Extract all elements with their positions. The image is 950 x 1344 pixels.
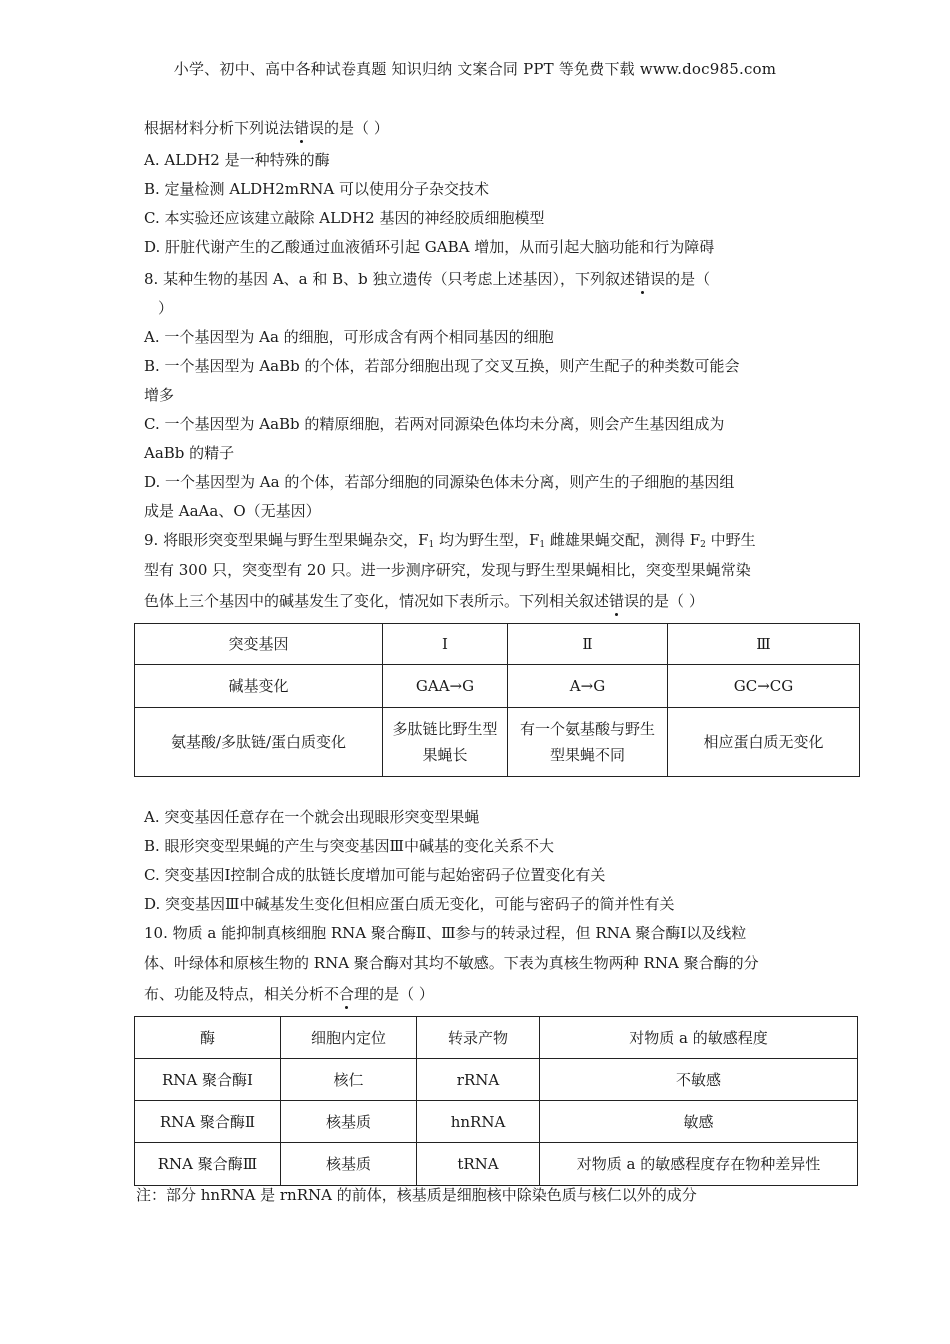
emphasis-char: 误 [624,592,640,610]
table-cell: 核基质 [281,1143,417,1186]
q7-option-d: D. 肝脏代谢产生的乙酸通过血液循环引起 GABA 增加，从而引起大脑功能和行为障碍 [144,238,715,256]
table-cell: RNA 聚合酶Ⅱ [135,1101,281,1143]
q7-stem [144,119,389,137]
q9-option-d: D. 突变基因Ⅲ中碱基发生变化但相应蛋白质无变化，可能与密码子的简并性有关 [144,895,675,913]
table-cell: 细胞内定位 [281,1017,417,1059]
q10-stem-line1: 10. 物质 a 能抑制真核细胞 RNA 聚合酶Ⅱ、Ⅲ参与的转录过程，但 RNA 聚合酶Ⅰ以及线粒 [144,924,747,942]
q9-emphasis [609,592,639,610]
q9-text-1: 9. 将眼形突变型果蝇与野生型果蝇杂交，F [144,531,429,549]
table-cell: 酶 [135,1017,281,1059]
q9-option-c: C. 突变基因Ⅰ控制合成的肽链长度增加可能与起始密码子位置变化有关 [144,866,606,884]
q8-option-b-cont: 增多 [144,386,175,404]
q8-stem-text: 8. 某种生物的基因 A、a 和 B、b 独立遗传（只考虑上述基因），下列叙述 [144,270,636,288]
table-row [135,1101,858,1143]
q8-stem [144,270,710,288]
table-cell: Ⅱ [508,624,668,665]
emphasis-char: 不 [324,985,340,1003]
q9-text-4: 中野生 [705,531,756,549]
subscript: 1 [539,540,546,550]
table-row [135,708,860,777]
q9-stem-line1 [144,531,756,549]
q8-option-d-cont: 成是 AaAa、O（无基因） [144,502,321,520]
q8-stem-close: ） [158,299,174,317]
q10-stem-text: 布、功能及特点，相关分析 [144,985,325,1003]
table-cell: rRNA [417,1059,540,1101]
table-cell: 不敏感 [540,1059,858,1101]
table-cell: 多肽链比野生型果蝇长 [383,708,508,777]
emphasis-char: 错 [609,592,625,610]
q8-emphasis [635,270,665,288]
table-cell: RNA 聚合酶Ⅲ [135,1143,281,1186]
q10-table [134,1016,858,1186]
q7-stem-text: 根据材料分析下列说法 [144,119,295,137]
q9-option-b: B. 眼形突变型果蝇的产生与突变基因Ⅲ中碱基的变化关系不大 [144,837,555,855]
q7-option-c: C. 本实验还应该建立敲除 ALDH2 基因的神经胶质细胞模型 [144,209,545,227]
table-row [135,624,860,665]
q9-stem-tail: 的是（ ） [639,592,704,610]
q8-option-c-cont: AaBb 的精子 [144,444,235,462]
table-cell: A→G [508,665,668,708]
table-cell: 碱基变化 [135,665,383,708]
table-cell: 对物质 a 的敏感程度存在物种差异性 [540,1143,858,1186]
table-cell: 对物质 a 的敏感程度 [540,1017,858,1059]
q8-option-a: A. 一个基因型为 Aa 的细胞，可形成含有两个相同基因的细胞 [144,328,554,346]
table-cell: 相应蛋白质无变化 [668,708,860,777]
table-cell: GAA→G [383,665,508,708]
table-cell: Ⅰ [383,624,508,665]
emphasis-char: 理 [354,985,370,1003]
table-cell: 敏感 [540,1101,858,1143]
emphasis-char: 合 [339,985,355,1003]
table-cell: 有一个氨基酸与野生型果蝇不同 [508,708,668,777]
table-cell: GC→CG [668,665,860,708]
q10-stem-line2: 体、叶绿体和原核生物的 RNA 聚合酶对其均不敏感。下表为真核生物两种 RNA 聚合酶的分 [144,954,759,972]
table-cell: 核基质 [281,1101,417,1143]
q8-option-c: C. 一个基因型为 AaBb 的精原细胞，若两对同源染色体均未分离，则会产生基因组成为 [144,415,725,433]
emphasis-char: 误 [650,270,666,288]
q8-option-b: B. 一个基因型为 AaBb 的个体，若部分细胞出现了交叉互换，则产生配子的种类数可能会 [144,357,740,375]
q7-emphasis [294,119,324,137]
table-row [135,1059,858,1101]
q9-table [134,623,860,777]
table-row [135,665,860,708]
q8-option-d: D. 一个基因型为 Aa 的个体，若部分细胞的同源染色体未分离，则产生的子细胞的基因组 [144,473,735,491]
emphasis-char: 错 [294,119,310,137]
table-cell: RNA 聚合酶Ⅰ [135,1059,281,1101]
q8-stem-tail: 的是（ [665,270,711,288]
q10-stem-tail: 的是（ ） [369,985,434,1003]
subscript: 2 [700,540,706,550]
q7-option-b: B. 定量检测 ALDH2mRNA 可以使用分子杂交技术 [144,180,490,198]
q9-stem-text: 色体上三个基因中的碱基发生了变化，情况如下表所示。下列相关叙述 [144,592,610,610]
table-cell: 突变基因 [135,624,383,665]
table-cell: hnRNA [417,1101,540,1143]
q9-text-2: 均为野生型，F [434,531,540,549]
q9-stem-line3 [144,592,704,610]
table-cell: 氨基酸/多肽链/蛋白质变化 [135,708,383,777]
q10-note: 注：部分 hnRNA 是 rnRNA 的前体，核基质是细胞核中除染色质与核仁以外的成分 [136,1186,697,1204]
q9-option-a: A. 突变基因任意存在一个就会出现眼形突变型果蝇 [144,808,480,826]
table-row [135,1017,858,1059]
q7-stem-tail: 的是（ ） [324,119,389,137]
emphasis-char: 错 [635,270,651,288]
q9-text-3: 雌雄果蝇交配，测得 F [545,531,701,549]
page-header: 小学、初中、高中各种试卷真题 知识归纳 文案合同 PPT 等免费下载 www.doc985.com [173,60,777,78]
q9-stem-line2: 型有 300 只，突变型有 20 只。进一步测序研究，发现与野生型果蝇相比，突变型果蝇常染 [144,561,751,579]
table-row [135,1143,858,1186]
q10-stem-line3 [144,985,434,1003]
table-cell: tRNA [417,1143,540,1186]
subscript: 1 [428,540,435,550]
table-cell: 核仁 [281,1059,417,1101]
table-cell: Ⅲ [668,624,860,665]
q10-emphasis [324,985,369,1003]
table-cell: 转录产物 [417,1017,540,1059]
emphasis-char: 误 [309,119,325,137]
q7-option-a: A. ALDH2 是一种特殊的酶 [144,151,330,169]
